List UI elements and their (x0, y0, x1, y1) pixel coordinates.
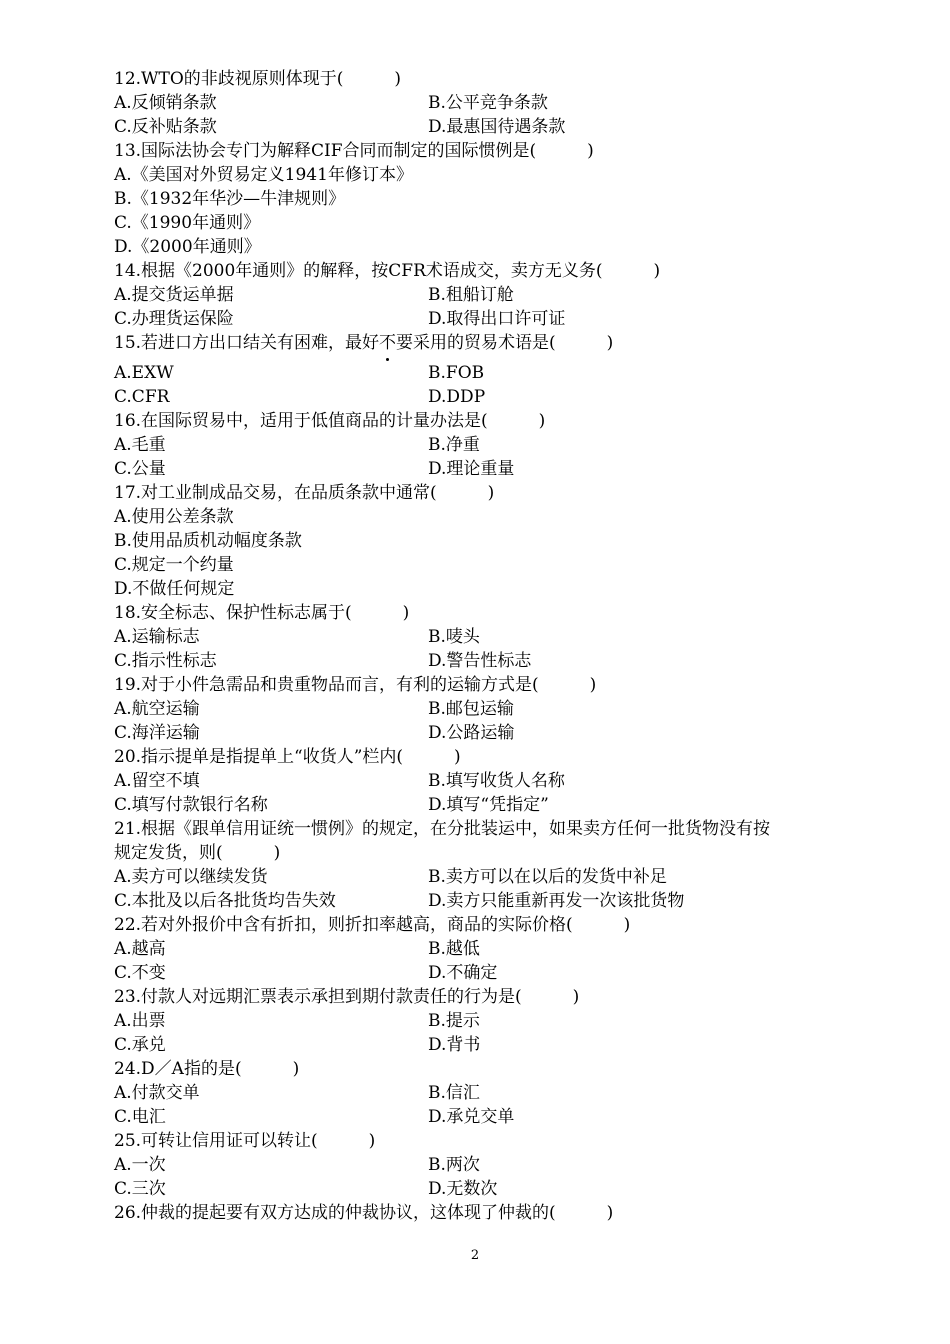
option-c: C.反补贴条款 (114, 117, 217, 137)
option-d: D.无数次 (428, 1179, 498, 1199)
page-number: 2 (470, 1248, 480, 1263)
question-20-options-cd (114, 793, 844, 817)
option-a: A.提交货运单据 (114, 285, 234, 305)
question-24-options-ab (114, 1081, 844, 1105)
option-d: D.DDP (428, 387, 486, 407)
question-21-stem-line1: 21.根据《跟单信用证统一惯例》的规定，在分批装运中，如果卖方任何一批货物没有按 (114, 819, 771, 839)
question-19-options-cd (114, 721, 844, 745)
option-c: C.海洋运输 (114, 723, 200, 743)
question-24-options-cd (114, 1105, 844, 1129)
question-14-stem: 14.根据《2000年通则》的解释，按CFR术语成交，卖方无义务( ) (114, 261, 661, 281)
option-c: C.填写付款银行名称 (114, 795, 268, 815)
option-b: B.填写收货人名称 (428, 771, 565, 791)
option-d: D.卖方只能重新再发一次该批货物 (428, 891, 685, 911)
question-17-stem: 17.对工业制成品交易，在品质条款中通常( ) (114, 483, 495, 503)
question-15-options-ab (114, 361, 844, 385)
option-c: C.公量 (114, 459, 166, 479)
question-15-options-cd (114, 385, 844, 409)
question-22-options-cd (114, 961, 844, 985)
question-21-options-ab (114, 865, 844, 889)
option-b: B.《1932年华沙—牛津规则》 (114, 189, 346, 209)
question-21-options-cd (114, 889, 844, 913)
option-c: C.指示性标志 (114, 651, 217, 671)
option-d: D.最惠国待遇条款 (428, 117, 566, 137)
option-d: D.警告性标志 (428, 651, 532, 671)
option-a: A.运输标志 (114, 627, 200, 647)
question-23-stem: 23.付款人对远期汇票表示承担到期付款责任的行为是( ) (114, 987, 580, 1007)
question-12-options-cd (114, 115, 844, 139)
option-b: B.FOB (428, 363, 485, 383)
question-21-stem-line2: 规定发货，则( ) (114, 843, 281, 863)
option-a: A.出票 (114, 1011, 166, 1031)
option-b: B.邮包运输 (428, 699, 514, 719)
question-14-options-ab (114, 283, 844, 307)
option-a: A.航空运输 (114, 699, 200, 719)
question-16-stem: 16.在国际贸易中，适用于低值商品的计量办法是( ) (114, 411, 546, 431)
option-d: D.背书 (428, 1035, 481, 1055)
question-14-options-cd (114, 307, 844, 331)
option-a: A.一次 (114, 1155, 166, 1175)
question-18-stem: 18.安全标志、保护性标志属于( ) (114, 603, 410, 623)
question-26-stem: 26.仲裁的提起要有双方达成的仲裁协议，这体现了仲裁的( ) (114, 1203, 614, 1223)
option-d: D.承兑交单 (428, 1107, 515, 1127)
stem-text-before: 15.若进口方出口结关有困难，最好 (114, 333, 380, 353)
option-c: C.承兑 (114, 1035, 166, 1055)
question-24-stem: 24.D／A指的是( ) (114, 1059, 300, 1079)
option-a: A.EXW (114, 363, 174, 383)
question-18-options-ab (114, 625, 844, 649)
option-a: A.反倾销条款 (114, 93, 217, 113)
question-12-stem: 12.WTO的非歧视原则体现于( ) (114, 69, 402, 89)
emphasized-char: 不 (379, 333, 397, 353)
option-c: C.不变 (114, 963, 166, 983)
option-b: B.信汇 (428, 1083, 480, 1103)
question-20-options-ab (114, 769, 844, 793)
option-c: C.规定一个约量 (114, 555, 234, 575)
option-a: A.付款交单 (114, 1083, 200, 1103)
option-c: C.三次 (114, 1179, 166, 1199)
option-b: B.卖方可以在以后的发货中补足 (428, 867, 667, 887)
option-a: A.卖方可以继续发货 (114, 867, 268, 887)
option-a: A.越高 (114, 939, 166, 959)
option-a: A.《美国对外贸易定义1941年修订本》 (114, 165, 413, 185)
option-c: C.《1990年通则》 (114, 213, 261, 233)
question-25-stem: 25.可转让信用证可以转让( ) (114, 1131, 376, 1151)
option-c: C.电汇 (114, 1107, 166, 1127)
option-b: B.两次 (428, 1155, 480, 1175)
question-22-options-ab (114, 937, 844, 961)
question-25-options-cd (114, 1177, 844, 1201)
option-d: D.不确定 (428, 963, 498, 983)
question-19-options-ab (114, 697, 844, 721)
option-d: D.公路运输 (428, 723, 515, 743)
question-23-options-cd (114, 1033, 844, 1057)
option-b: B.唛头 (428, 627, 480, 647)
question-23-options-ab (114, 1009, 844, 1033)
question-15-stem (114, 331, 844, 361)
question-20-stem: 20.指示提单是指提单上“收货人”栏内( ) (114, 747, 461, 767)
option-c: C.办理货运保险 (114, 309, 234, 329)
option-b: B.使用品质机动幅度条款 (114, 531, 302, 551)
option-b: B.提示 (428, 1011, 480, 1031)
option-a: A.使用公差条款 (114, 507, 234, 527)
question-12-options-ab (114, 91, 844, 115)
question-list (114, 67, 844, 1225)
option-b: B.公平竞争条款 (428, 93, 548, 113)
option-c: C.本批及以后各批货均告失效 (114, 891, 336, 911)
question-25-options-ab (114, 1153, 844, 1177)
option-b: B.越低 (428, 939, 480, 959)
question-19-stem: 19.对于小件急需品和贵重物品而言，有利的运输方式是( ) (114, 675, 597, 695)
option-d: D.理论重量 (428, 459, 515, 479)
option-c: C.CFR (114, 387, 170, 407)
option-b: B.净重 (428, 435, 480, 455)
question-22-stem: 22.若对外报价中含有折扣，则折扣率越高，商品的实际价格( ) (114, 915, 631, 935)
question-13-stem: 13.国际法协会专门为解释CIF合同而制定的国际惯例是( ) (114, 141, 594, 161)
option-a: A.留空不填 (114, 771, 200, 791)
option-d: D.《2000年通则》 (114, 237, 261, 257)
question-16-options-cd (114, 457, 844, 481)
option-d: D.填写“凭指定” (428, 795, 549, 815)
option-d: D.不做任何规定 (114, 579, 235, 599)
question-18-options-cd (114, 649, 844, 673)
option-b: B.租船订舱 (428, 285, 514, 305)
question-16-options-ab (114, 433, 844, 457)
stem-text-after: 要采用的贸易术语是( ) (396, 333, 614, 353)
option-a: A.毛重 (114, 435, 166, 455)
option-d: D.取得出口许可证 (428, 309, 566, 329)
